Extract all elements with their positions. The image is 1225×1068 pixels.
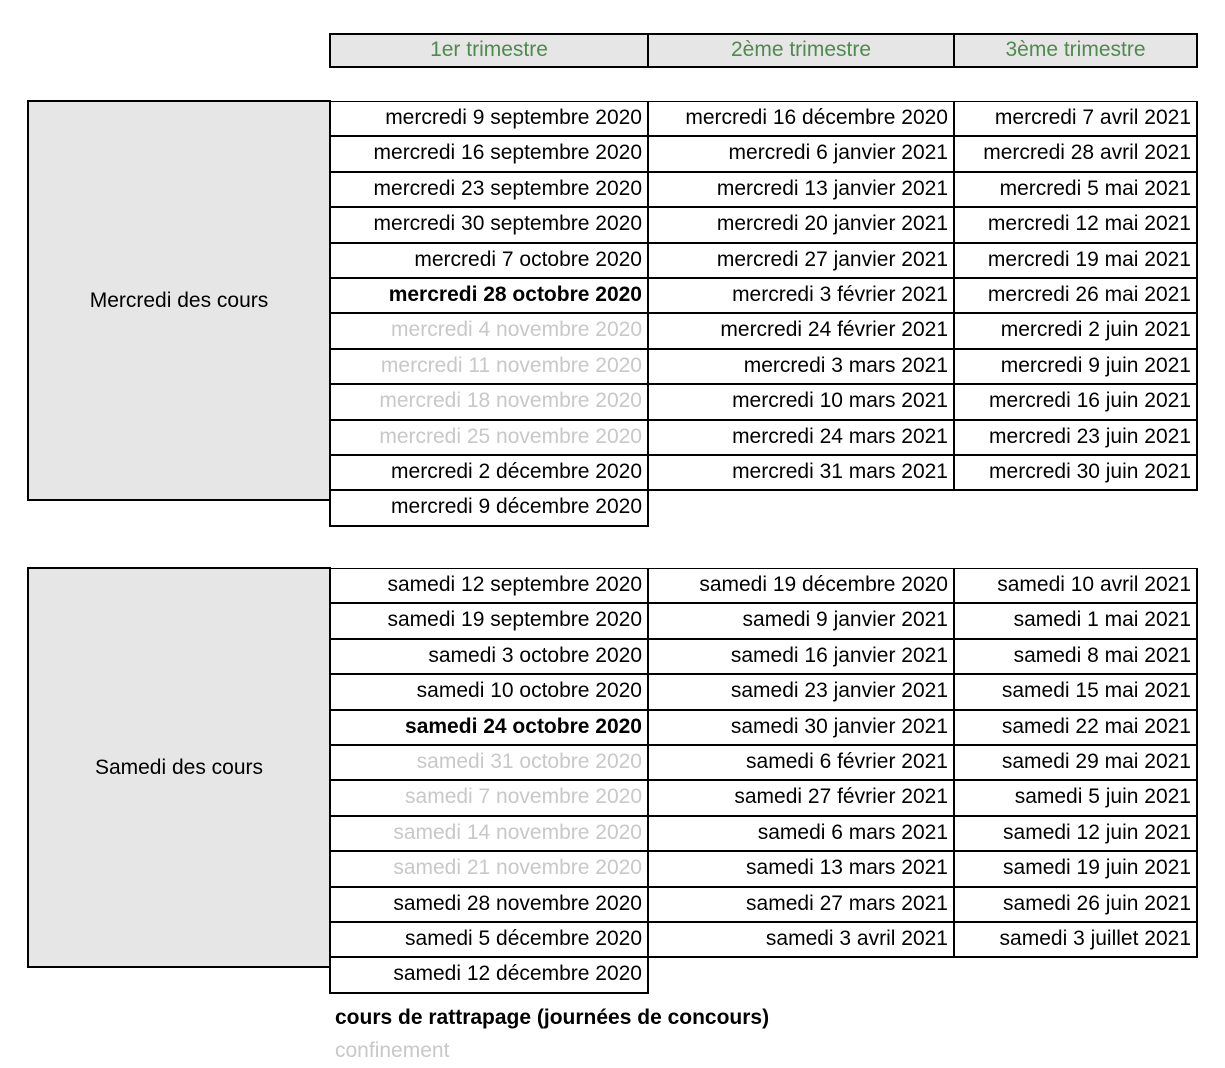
date-cell: samedi 30 janvier 2021: [647, 710, 955, 745]
date-cell: mercredi 24 février 2021: [647, 313, 955, 348]
date-cell: mercredi 4 novembre 2020: [329, 313, 649, 348]
mercredi-trimestre-2-column: [647, 101, 955, 491]
header-trimestre-2: 2ème trimestre: [647, 33, 955, 68]
date-cell: mercredi 30 juin 2021: [953, 455, 1198, 491]
date-cell: samedi 22 mai 2021: [953, 710, 1198, 745]
samedi-label-block: [27, 567, 331, 968]
date-cell: mercredi 20 janvier 2021: [647, 207, 955, 242]
date-cell: samedi 6 mars 2021: [647, 816, 955, 851]
date-cell: mercredi 28 avril 2021: [953, 136, 1198, 171]
date-cell: samedi 19 juin 2021: [953, 851, 1198, 886]
date-cell: samedi 5 décembre 2020: [329, 922, 649, 957]
date-cell: samedi 29 mai 2021: [953, 745, 1198, 780]
date-cell: mercredi 7 octobre 2020: [329, 243, 649, 278]
date-cell: samedi 19 décembre 2020: [647, 568, 955, 603]
date-cell: samedi 27 mars 2021: [647, 887, 955, 922]
date-cell: samedi 6 février 2021: [647, 745, 955, 780]
date-cell: samedi 19 septembre 2020: [329, 603, 649, 638]
date-cell: mercredi 18 novembre 2020: [329, 384, 649, 419]
date-cell: samedi 5 juin 2021: [953, 780, 1198, 815]
date-cell: mercredi 16 juin 2021: [953, 384, 1198, 419]
date-cell: samedi 28 novembre 2020: [329, 887, 649, 922]
header-trimestre-3: 3ème trimestre: [953, 33, 1198, 68]
date-cell: samedi 12 juin 2021: [953, 816, 1198, 851]
mercredi-label: Mercredi des cours: [89, 288, 269, 312]
date-cell: mercredi 13 janvier 2021: [647, 172, 955, 207]
samedi-trimestre-3-column: [953, 568, 1198, 958]
date-cell: samedi 7 novembre 2020: [329, 780, 649, 815]
date-cell: mercredi 30 septembre 2020: [329, 207, 649, 242]
date-cell: samedi 8 mai 2021: [953, 639, 1198, 674]
date-cell: mercredi 3 mars 2021: [647, 349, 955, 384]
legend-confinement: confinement: [335, 1039, 450, 1062]
date-cell: mercredi 9 juin 2021: [953, 349, 1198, 384]
date-cell: mercredi 23 septembre 2020: [329, 172, 649, 207]
date-cell: samedi 31 octobre 2020: [329, 745, 649, 780]
date-cell: samedi 3 juillet 2021: [953, 922, 1198, 958]
date-cell: samedi 21 novembre 2020: [329, 851, 649, 886]
date-cell: samedi 15 mai 2021: [953, 674, 1198, 709]
date-cell: samedi 10 avril 2021: [953, 568, 1198, 603]
date-cell: mercredi 11 novembre 2020: [329, 349, 649, 384]
date-cell: samedi 3 octobre 2020: [329, 639, 649, 674]
legend-rattrapage: cours de rattrapage (journées de concours): [335, 1006, 770, 1029]
date-cell: mercredi 9 décembre 2020: [329, 490, 649, 526]
date-cell: mercredi 16 septembre 2020: [329, 136, 649, 171]
date-cell: mercredi 2 décembre 2020: [329, 455, 649, 490]
date-cell: mercredi 7 avril 2021: [953, 101, 1198, 136]
date-cell: samedi 14 novembre 2020: [329, 816, 649, 851]
samedi-trimestre-1-column: [329, 568, 649, 994]
date-cell: mercredi 25 novembre 2020: [329, 420, 649, 455]
date-cell: mercredi 5 mai 2021: [953, 172, 1198, 207]
date-cell: mercredi 9 septembre 2020: [329, 101, 649, 136]
date-cell: mercredi 3 février 2021: [647, 278, 955, 313]
date-cell: mercredi 19 mai 2021: [953, 243, 1198, 278]
date-cell: mercredi 12 mai 2021: [953, 207, 1198, 242]
date-cell: samedi 3 avril 2021: [647, 922, 955, 958]
date-cell: mercredi 6 janvier 2021: [647, 136, 955, 171]
samedi-trimestre-2-column: [647, 568, 955, 958]
mercredi-label-block: [27, 100, 331, 501]
date-cell: mercredi 16 décembre 2020: [647, 101, 955, 136]
date-cell: samedi 10 octobre 2020: [329, 674, 649, 709]
date-cell: samedi 16 janvier 2021: [647, 639, 955, 674]
date-cell: mercredi 27 janvier 2021: [647, 243, 955, 278]
date-cell: samedi 9 janvier 2021: [647, 603, 955, 638]
date-cell: samedi 26 juin 2021: [953, 887, 1198, 922]
date-cell: mercredi 24 mars 2021: [647, 420, 955, 455]
mercredi-trimestre-3-column: [953, 101, 1198, 491]
date-cell: samedi 13 mars 2021: [647, 851, 955, 886]
date-cell: mercredi 28 octobre 2020: [329, 278, 649, 313]
date-cell: mercredi 10 mars 2021: [647, 384, 955, 419]
date-cell: mercredi 23 juin 2021: [953, 420, 1198, 455]
date-cell: mercredi 2 juin 2021: [953, 313, 1198, 348]
date-cell: mercredi 26 mai 2021: [953, 278, 1198, 313]
mercredi-trimestre-1-column: [329, 101, 649, 527]
samedi-label: Samedi des cours: [94, 755, 264, 779]
date-cell: samedi 27 février 2021: [647, 780, 955, 815]
date-cell: samedi 12 décembre 2020: [329, 957, 649, 993]
date-cell: samedi 24 octobre 2020: [329, 710, 649, 745]
date-cell: samedi 23 janvier 2021: [647, 674, 955, 709]
date-cell: samedi 1 mai 2021: [953, 603, 1198, 638]
date-cell: mercredi 31 mars 2021: [647, 455, 955, 491]
date-cell: samedi 12 septembre 2020: [329, 568, 649, 603]
header-trimestre-1: 1er trimestre: [329, 33, 649, 68]
